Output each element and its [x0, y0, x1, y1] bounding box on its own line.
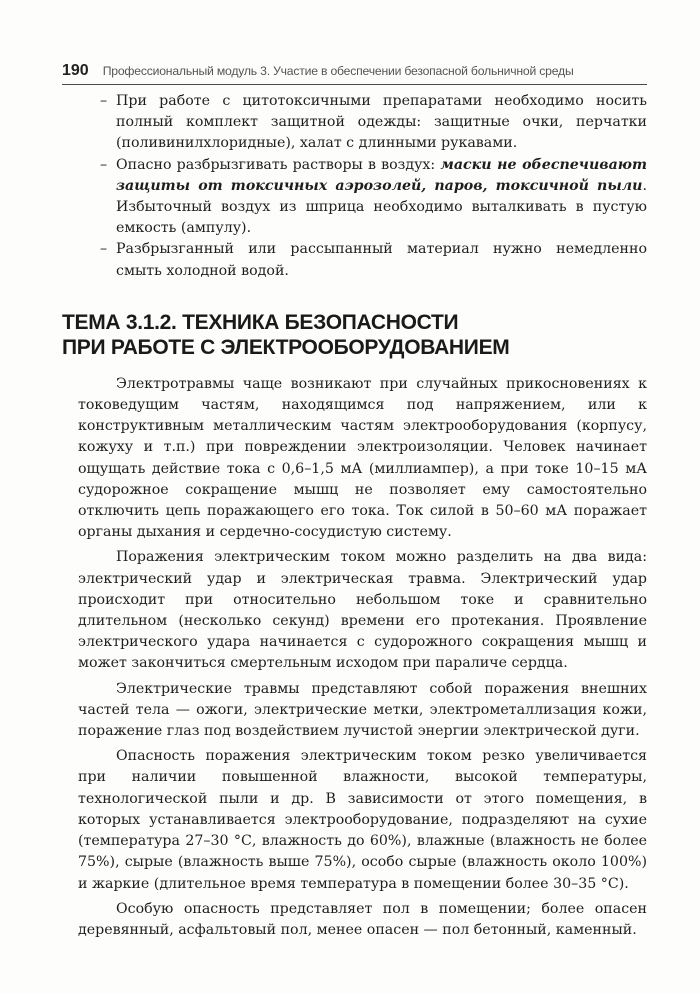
emphasis-text: маски не обеспечивают защиты от токсичных аэрозолей, паров, токсичной пыли [116, 156, 647, 194]
book-page [62, 62, 647, 941]
list-item-text: . Избыточный воздух из шприца необходимо выталкивать в пустую емкость (ампулу). [116, 177, 647, 237]
page-header [62, 62, 647, 85]
section-title-line: ТЕМА 3.1.2. ТЕХНИКА БЕЗОПАСНОСТИ [62, 310, 459, 334]
section-title-line: ПРИ РАБОТЕ С ЭЛЕКТРООБОРУДОВАНИЕМ [62, 335, 510, 359]
bullet-dash: – [100, 241, 108, 258]
bullet-list [62, 91, 647, 282]
list-item-text: Разбрызганный или рассыпанный материал нужно немедленно смыть холодной водой. [116, 241, 647, 279]
body-paragraph: Поражения электрическим током можно разделить на два вида: электрический удар и электрическая травма. Электрический удар происходит при относительно небольшом токе и сравнительно длительном (несколько секунд) времени его протекания. Проявление электрического удара начинается с судорожного сокращения мышц и может закончиться смертельным исходом при параличе сердца. [78, 549, 647, 672]
list-item [62, 155, 647, 240]
list-item-text: При работе с цитотоксичными препаратами необходимо носить полный комплект защитной одежды: защитные очки, перчатки (поливинилхлоридные), халат с длинными рукавами. [116, 93, 647, 152]
body-paragraph: Особую опасность представляет пол в помещении; более опасен деревянный, асфальтовый пол, менее опасен — пол бетонный, каменный. [78, 900, 647, 938]
page-number: 190 [62, 62, 89, 79]
list-item [62, 239, 647, 281]
body-paragraph: Опасность поражения электрическим током резко увеличивается при наличии повышенной влажности, высокой температуры, технологической пыли и др. В зависимости от этого помещения, в которых устанавливается электрооборудование, подразделяют на сухие (температура 27–30 °С, влажность до 60%), влажные (влажность не более 75%), сырые (влажность выше 75%), особо сырые (влажность около 100%) и жаркие (длительное время температура в помещении более 30–35 °С). [78, 748, 647, 892]
body-paragraph: Электрические травмы представляют собой поражения внешних частей тела — ожоги, электрические метки, электрометаллизация кожи, поражение глаз под воздействием лучистой энергии электрической дуги. [78, 680, 647, 740]
bullet-dash: – [100, 156, 108, 173]
section-title [62, 310, 647, 360]
body-paragraph: Электротравмы чаще возникают при случайных прикосновениях к токоведущим частям, находящимся под напряжением, или к конструктивным металлическим частям электрооборудования (корпусу, кожуху и т.п.) при повреждении электроизоляции. Человек начинает ощущать действие тока с 0,6–1,5 мА (миллиампер), а при токе 10–15 мА судорожное сокращение мышц не позволяет ему самостоятельно отключить цепь поражающего его тока. Ток силой в 50–60 мА поражает органы дыхания и сердечно-сосудистую систему. [78, 375, 647, 541]
list-item-text: Опасно разбрызгивать растворы в воздух: [116, 156, 441, 173]
list-item [62, 91, 647, 155]
running-head: Профессиональный модуль 3. Участие в обеспечении безопасной больничной среды [102, 64, 574, 78]
bullet-dash: – [100, 93, 108, 109]
